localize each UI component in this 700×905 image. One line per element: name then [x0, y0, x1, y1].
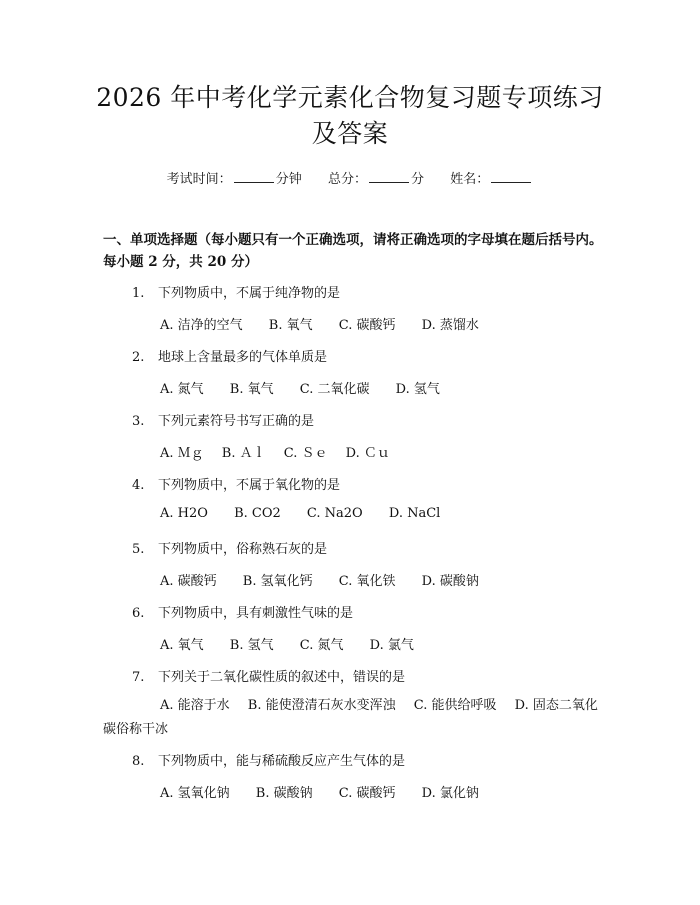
option-a: A. H2O: [160, 506, 208, 521]
question-text: 下列关于二氧化碳性质的叙述中，错误的是: [158, 670, 406, 685]
option-a: A. 碳酸钙: [160, 574, 217, 589]
question-text: 下列物质中，不属于纯净物的是: [158, 286, 341, 301]
option-c: C. Na2O: [306, 506, 363, 521]
name-blank: [491, 170, 531, 183]
question-number: 4.: [132, 478, 145, 493]
question-3: [132, 410, 314, 429]
question-7-options: [103, 694, 603, 742]
question-number: 2.: [132, 350, 145, 365]
option-b: B. Ａｌ: [221, 446, 266, 461]
option-b: B. 碳酸钠: [255, 786, 313, 801]
option-a: A. 能溶于水: [160, 698, 230, 713]
question-7: [132, 666, 405, 685]
time-blank: [234, 170, 274, 183]
option-b: B. 能使澄清石灰水变浑浊: [247, 698, 396, 713]
option-d: D. 碳酸钠: [421, 574, 479, 589]
question-number: 3.: [132, 414, 145, 429]
option-a: A. Ｍｇ: [160, 446, 204, 461]
question-text: 下列物质中，能与稀硫酸反应产生气体的是: [158, 754, 406, 769]
question-number: 5.: [132, 542, 145, 557]
option-c: C. 氮气: [299, 638, 344, 653]
question-6: [132, 602, 353, 621]
option-d: D. 蒸馏水: [421, 318, 479, 333]
option-a: A. 氢氧化钠: [160, 786, 230, 801]
question-number: 8.: [132, 754, 145, 769]
option-c: C. 碳酸钙: [338, 318, 396, 333]
option-b: B. 氧气: [268, 318, 313, 333]
question-8: [132, 750, 405, 769]
time-label: 考试时间：: [166, 172, 232, 187]
option-d: D. Ｃｕ: [345, 446, 390, 461]
question-2: [132, 346, 327, 365]
option-c: C. 碳酸钙: [338, 786, 396, 801]
exam-info: [0, 168, 700, 187]
score-label: 总分：: [327, 172, 367, 187]
option-c: C. 二氧化碳: [299, 382, 370, 397]
option-d: D. 氯化钠: [421, 786, 479, 801]
option-c: C. 氧化铁: [338, 574, 396, 589]
name-label: 姓名：: [450, 172, 490, 187]
title-line-2: 及答案: [311, 119, 389, 148]
option-a: A. 氧气: [160, 638, 204, 653]
option-b: B. 氢气: [229, 638, 274, 653]
question-text: 地球上含量最多的气体单质是: [158, 350, 328, 365]
question-6-options: [160, 634, 436, 653]
time-unit: 分钟: [275, 172, 302, 187]
option-d: D. 氢气: [395, 382, 440, 397]
question-number: 7.: [132, 670, 145, 685]
question-text: 下列物质中，具有刺激性气味的是: [158, 606, 354, 621]
question-1-options: [160, 314, 501, 333]
option-b: B. CO2: [234, 506, 281, 521]
option-d: D. 氯气: [369, 638, 414, 653]
question-4-options: [160, 506, 462, 521]
question-3-options: [160, 442, 404, 461]
question-2-options: [160, 378, 462, 397]
option-a: A. 洁净的空气: [160, 318, 243, 333]
section-heading: 一、单项选择题（每小题只有一个正确选项，请将正确选项的字母填在题后括号内。每小题 2 分，共 20 分）: [103, 232, 603, 270]
question-8-options: [160, 782, 501, 801]
page-title: [90, 80, 610, 152]
option-b: B. 氧气: [229, 382, 274, 397]
question-text: 下列元素符号书写正确的是: [158, 414, 315, 429]
option-b: B. 氢氧化钙: [242, 574, 313, 589]
title-line-1: 2026 年中考化学元素化合物复习题专项练习: [96, 83, 604, 112]
question-number: 1.: [132, 286, 145, 301]
question-1: [132, 282, 340, 301]
question-5: [132, 538, 327, 557]
question-text: 下列物质中，俗称熟石灰的是: [158, 542, 328, 557]
option-d: D. 固态二氧化碳俗称干冰: [103, 698, 598, 737]
option-a: A. 氮气: [160, 382, 204, 397]
question-text: 下列物质中，不属于氧化物的是: [158, 478, 341, 493]
question-number: 6.: [132, 606, 145, 621]
option-c: C. 能供给呼吸: [413, 698, 497, 713]
question-5-options: [160, 570, 501, 589]
score-unit: 分: [411, 172, 425, 187]
score-blank: [369, 170, 409, 183]
question-4: [132, 474, 340, 493]
option-c: C. Ｓｅ: [283, 446, 328, 461]
option-d: D. NaCl: [388, 506, 441, 521]
